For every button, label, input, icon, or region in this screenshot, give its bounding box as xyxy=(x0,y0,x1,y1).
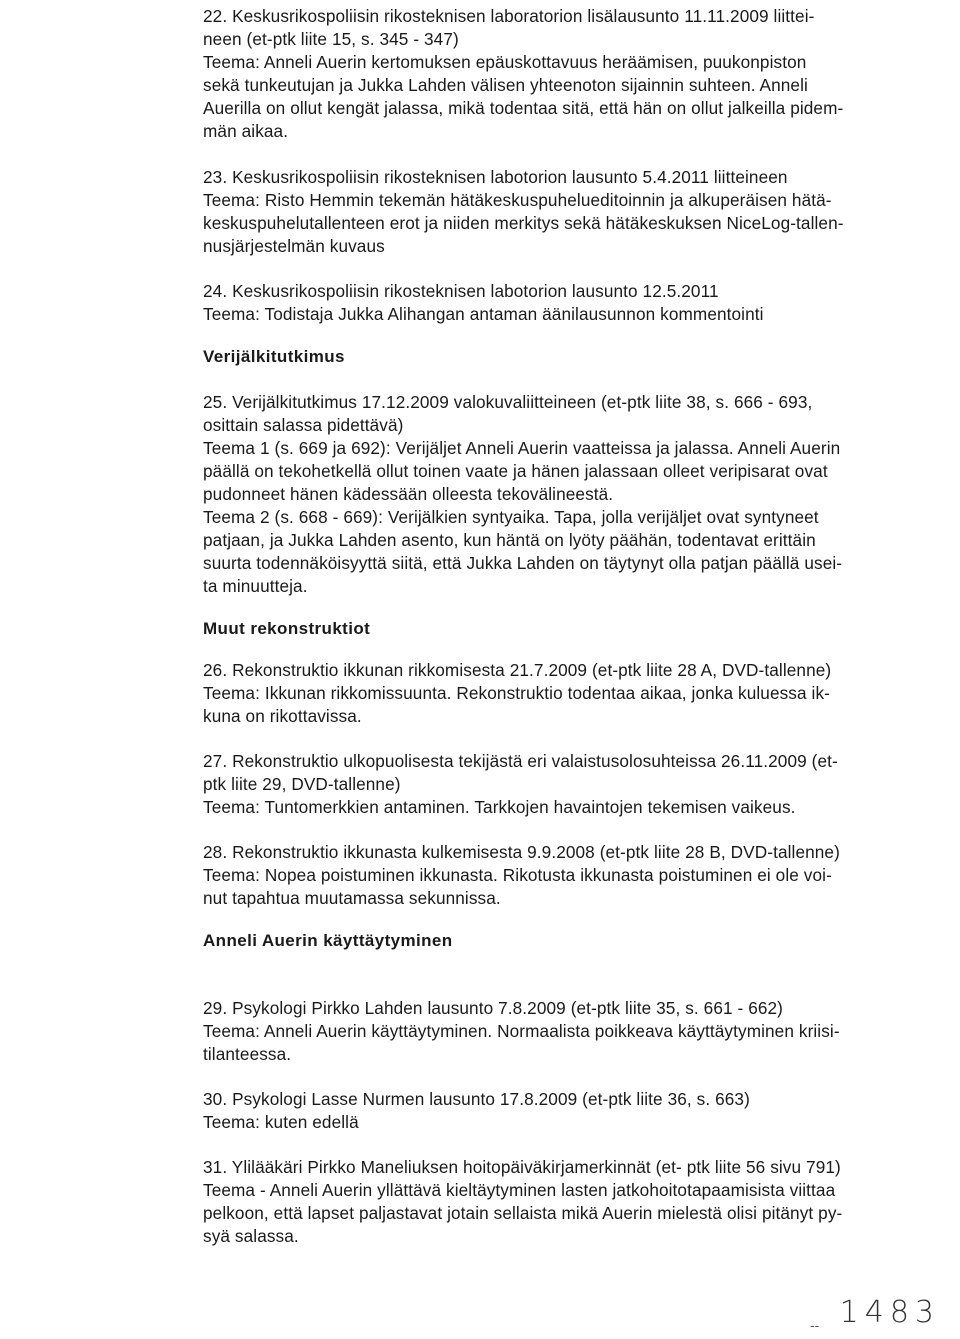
text-line: keskuspuhelutallenteen erot ja niiden merkitys sekä hätäkeskuksen NiceLog-tallen- xyxy=(203,213,844,233)
text-line: 23. Keskusrikospoliisin rikosteknisen labotorion lausunto 5.4.2011 liitteineen xyxy=(203,167,788,187)
text-line: kuna on rikottavissa. xyxy=(203,706,362,726)
dash-mark: -- xyxy=(810,1317,820,1333)
text-line: suurta todennäköisyyttä siitä, että Jukka Lahden on täytynyt olla patjan päällä usei- xyxy=(203,553,843,573)
text-line: nut tapahtua muutamassa sekunnissa. xyxy=(203,888,501,908)
section-heading-anneli-auerin-kayttaytyminen: Anneli Auerin käyttäytyminen xyxy=(203,931,453,950)
text-line: pelkoon, että lapset paljastavat jotain sellaista mikä Auerin mielestä olisi pitänyt py- xyxy=(203,1203,843,1223)
text-line: 24. Keskusrikospoliisin rikosteknisen labotorion lausunto 12.5.2011 xyxy=(203,281,719,301)
text-line: Teema: Nopea poistuminen ikkunasta. Rikotusta ikkunasta poistuminen ei ole voi- xyxy=(203,865,832,885)
text-line: Teema: Anneli Auerin käyttäytyminen. Normaalista poikkeava käyttäytyminen kriisi- xyxy=(203,1021,840,1041)
text-line: nusjärjestelmän kuvaus xyxy=(203,236,385,256)
text-line: Teema: Todistaja Jukka Alihangan antaman äänilausunnon kommentointi xyxy=(203,304,764,324)
page-number: 1483 xyxy=(839,1295,940,1330)
text-line: ptk liite 29, DVD-tallenne) xyxy=(203,774,401,794)
text-line: tilanteessa. xyxy=(203,1044,292,1064)
text-line: neen (et-ptk liite 15, s. 345 - 347) xyxy=(203,29,459,49)
text-line: 28. Rekonstruktio ikkunasta kulkemisesta 9.9.2008 (et-ptk liite 28 B, DVD-tallenne) xyxy=(203,842,840,862)
text-line: Auerilla on ollut kengät jalassa, mikä todentaa sitä, että hän on ollut jalkeilla pidem- xyxy=(203,98,844,118)
text-line: Teema: Tuntomerkkien antaminen. Tarkkojen havaintojen tekemisen vaikeus. xyxy=(203,797,796,817)
text-line: män aikaa. xyxy=(203,121,289,141)
text-line: 22. Keskusrikospoliisin rikosteknisen laboratorion lisälausunto 11.11.2009 liittei- xyxy=(203,6,815,26)
text-line: 25. Verijälkitutkimus 17.12.2009 valokuvaliitteineen (et-ptk liite 38, s. 666 - 693, xyxy=(203,392,813,412)
text-line: 29. Psykologi Pirkko Lahden lausunto 7.8.2009 (et-ptk liite 35, s. 661 - 662) xyxy=(203,998,784,1018)
section-heading-verijalkitutkimus: Verijälkitutkimus xyxy=(203,347,345,366)
text-line: 31. Ylilääkäri Pirkko Maneliuksen hoitopäiväkirjamerkinnät (et- ptk liite 56 sivu 791) xyxy=(203,1157,841,1177)
section-heading-muut-rekonstruktiot: Muut rekonstruktiot xyxy=(203,619,371,638)
text-line: patjaan, ja Jukka Lahden asento, kun häntä on lyöty päähän, todentavat erittäin xyxy=(203,530,816,550)
text-line: Teema: Anneli Auerin kertomuksen epäuskottavuus heräämisen, puukonpiston xyxy=(203,52,807,72)
text-line: päällä on tekohetkellä ollut toinen vaate ja hänen jalassaan olleet veripisarat ovat xyxy=(203,461,828,481)
text-line: 26. Rekonstruktio ikkunan rikkomisesta 21.7.2009 (et-ptk liite 28 A, DVD-tallenne) xyxy=(203,660,832,680)
text-line: osittain salassa pidettävä) xyxy=(203,415,404,435)
text-line: 30. Psykologi Lasse Nurmen lausunto 17.8.2009 (et-ptk liite 36, s. 663) xyxy=(203,1089,750,1109)
text-line: 27. Rekonstruktio ulkopuolisesta tekijästä eri valaistusolosuhteissa 26.11.2009 (et- xyxy=(203,751,838,771)
text-line: Teema 1 (s. 669 ja 692): Verijäljet Anneli Auerin vaatteissa ja jalassa. Anneli Auerin xyxy=(203,438,841,458)
text-line: Teema: Ikkunan rikkomissuunta. Rekonstruktio todentaa aikaa, jonka kuluessa ik- xyxy=(203,683,830,703)
text-line: syä salassa. xyxy=(203,1226,299,1246)
text-line: sekä tunkeutujan ja Jukka Lahden välisen yhteenoton sijainnin suhteen. Anneli xyxy=(203,75,808,95)
text-line: Teema: Risto Hemmin tekemän hätäkeskuspuhelueditoinnin ja alkuperäisen hätä- xyxy=(203,190,832,210)
text-line: Teema - Anneli Auerin yllättävä kieltäytyminen lasten jatkohoitotapaamisista viittaa xyxy=(203,1180,836,1200)
text-line: ta minuutteja. xyxy=(203,576,308,596)
text-line: Teema: kuten edellä xyxy=(203,1112,359,1132)
text-line: Teema 2 (s. 668 - 669): Verijälkien syntyaika. Tapa, jolla verijäljet ovat syntyneet xyxy=(203,507,819,527)
text-line: pudonneet hänen kädessään olleesta tekovälineestä. xyxy=(203,484,614,504)
